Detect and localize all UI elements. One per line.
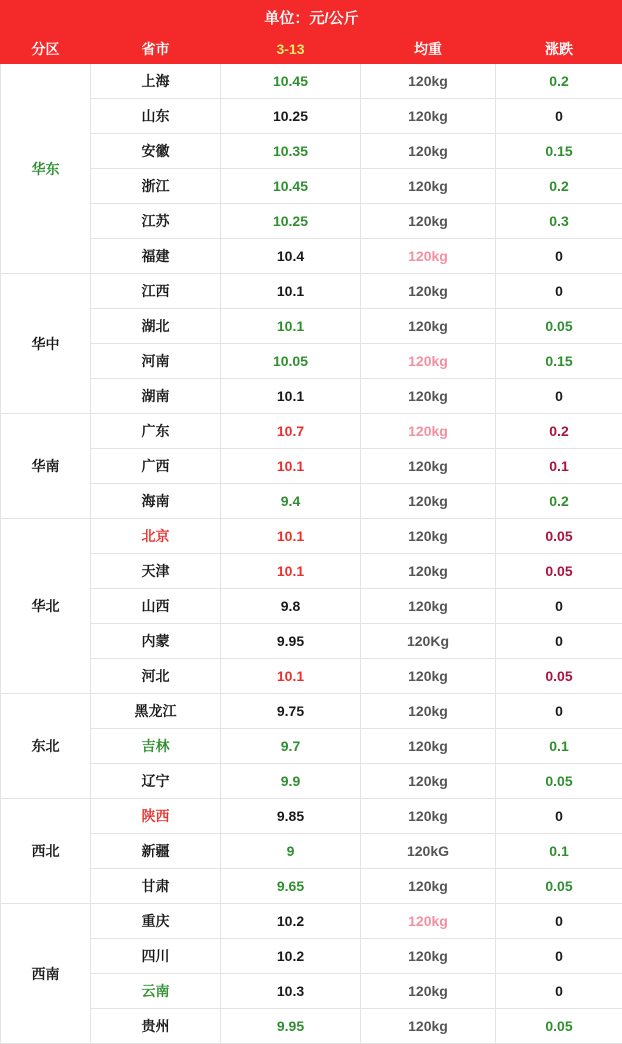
province-cell: 山西 (91, 589, 221, 624)
change-cell: 0.2 (496, 64, 622, 99)
table-row (1, 274, 622, 309)
table-row (1, 869, 622, 904)
price-cell: 9.95 (221, 624, 361, 659)
province-cell: 北京 (91, 519, 221, 554)
change-cell: 0 (496, 99, 622, 134)
price-cell: 9.7 (221, 729, 361, 764)
province-cell: 贵州 (91, 1009, 221, 1044)
table-row (1, 764, 622, 799)
avg-weight-cell: 120kg (361, 169, 496, 204)
price-cell: 10.25 (221, 204, 361, 239)
province-cell: 河南 (91, 344, 221, 379)
table-row (1, 834, 622, 869)
region-cell: 华东 (1, 64, 91, 274)
avg-weight-cell: 120kg (361, 974, 496, 1009)
province-cell: 江西 (91, 274, 221, 309)
change-cell: 0 (496, 939, 622, 974)
table-row (1, 694, 622, 729)
avg-weight-cell: 120Kg (361, 624, 496, 659)
province-cell: 天津 (91, 554, 221, 589)
price-cell: 10.7 (221, 414, 361, 449)
price-cell: 10.1 (221, 659, 361, 694)
table-header-row (1, 34, 622, 64)
province-cell: 上海 (91, 64, 221, 99)
table-row (1, 1009, 622, 1044)
table-row (1, 204, 622, 239)
avg-weight-cell: 120kg (361, 204, 496, 239)
province-cell: 内蒙 (91, 624, 221, 659)
price-cell: 9.4 (221, 484, 361, 519)
price-cell: 10.1 (221, 309, 361, 344)
avg-weight-cell: 120kg (361, 939, 496, 974)
region-cell: 东北 (1, 694, 91, 799)
change-cell: 0.05 (496, 869, 622, 904)
table-row (1, 449, 622, 484)
price-cell: 10.1 (221, 449, 361, 484)
price-cell: 9.85 (221, 799, 361, 834)
avg-weight-cell: 120kg (361, 764, 496, 799)
table-row (1, 519, 622, 554)
avg-weight-cell: 120kg (361, 64, 496, 99)
price-cell: 9.8 (221, 589, 361, 624)
change-cell: 0.05 (496, 554, 622, 589)
column-header-region: 分区 (1, 34, 91, 64)
change-cell: 0 (496, 624, 622, 659)
avg-weight-cell: 120kg (361, 519, 496, 554)
avg-weight-cell: 120kg (361, 484, 496, 519)
avg-weight-cell: 120kg (361, 729, 496, 764)
price-cell: 9.65 (221, 869, 361, 904)
price-cell: 10.45 (221, 64, 361, 99)
table-row (1, 309, 622, 344)
table-row (1, 169, 622, 204)
avg-weight-cell: 120kg (361, 1009, 496, 1044)
province-cell: 江苏 (91, 204, 221, 239)
avg-weight-cell: 120kg (361, 904, 496, 939)
avg-weight-cell: 120kg (361, 589, 496, 624)
province-cell: 广西 (91, 449, 221, 484)
province-cell: 广东 (91, 414, 221, 449)
price-cell: 10.1 (221, 554, 361, 589)
province-cell: 云南 (91, 974, 221, 1009)
avg-weight-cell: 120kg (361, 694, 496, 729)
avg-weight-cell: 120kG (361, 834, 496, 869)
column-header-change: 涨跌 (496, 34, 622, 64)
table-row (1, 379, 622, 414)
region-cell: 华中 (1, 274, 91, 414)
price-cell: 10.25 (221, 99, 361, 134)
change-cell: 0 (496, 239, 622, 274)
avg-weight-cell: 120kg (361, 344, 496, 379)
table-title: 单位：元/公斤 (1, 1, 622, 34)
table-row (1, 484, 622, 519)
province-cell: 福建 (91, 239, 221, 274)
change-cell: 0 (496, 694, 622, 729)
change-cell: 0.05 (496, 309, 622, 344)
table-row (1, 974, 622, 1009)
change-cell: 0.05 (496, 1009, 622, 1044)
table-title-row (1, 1, 622, 34)
table-row (1, 904, 622, 939)
change-cell: 0.2 (496, 414, 622, 449)
change-cell: 0 (496, 799, 622, 834)
avg-weight-cell: 120kg (361, 309, 496, 344)
price-cell: 10.2 (221, 904, 361, 939)
province-cell: 甘肃 (91, 869, 221, 904)
avg-weight-cell: 120kg (361, 869, 496, 904)
province-cell: 新疆 (91, 834, 221, 869)
column-header-date: 3-13 (221, 34, 361, 64)
table-row (1, 659, 622, 694)
province-cell: 湖北 (91, 309, 221, 344)
change-cell: 0.2 (496, 169, 622, 204)
table-row (1, 344, 622, 379)
change-cell: 0 (496, 274, 622, 309)
avg-weight-cell: 120kg (361, 799, 496, 834)
change-cell: 0.05 (496, 764, 622, 799)
avg-weight-cell: 120kg (361, 134, 496, 169)
avg-weight-cell: 120kg (361, 99, 496, 134)
avg-weight-cell: 120kg (361, 449, 496, 484)
province-cell: 黑龙江 (91, 694, 221, 729)
table-row (1, 799, 622, 834)
table-row (1, 99, 622, 134)
table-row (1, 239, 622, 274)
province-cell: 湖南 (91, 379, 221, 414)
price-cell: 10.2 (221, 939, 361, 974)
avg-weight-cell: 120kg (361, 554, 496, 589)
table-row (1, 939, 622, 974)
change-cell: 0.15 (496, 344, 622, 379)
price-cell: 10.1 (221, 274, 361, 309)
avg-weight-cell: 120kg (361, 239, 496, 274)
price-cell: 9.75 (221, 694, 361, 729)
region-cell: 西北 (1, 799, 91, 904)
change-cell: 0.2 (496, 484, 622, 519)
table-row (1, 624, 622, 659)
change-cell: 0 (496, 379, 622, 414)
table-row (1, 589, 622, 624)
price-cell: 10.3 (221, 974, 361, 1009)
change-cell: 0 (496, 589, 622, 624)
province-cell: 吉林 (91, 729, 221, 764)
avg-weight-cell: 120kg (361, 659, 496, 694)
table-row (1, 554, 622, 589)
region-cell: 华南 (1, 414, 91, 519)
change-cell: 0 (496, 904, 622, 939)
price-cell: 9.95 (221, 1009, 361, 1044)
province-cell: 重庆 (91, 904, 221, 939)
change-cell: 0.15 (496, 134, 622, 169)
region-cell: 西南 (1, 904, 91, 1044)
price-cell: 10.45 (221, 169, 361, 204)
province-cell: 辽宁 (91, 764, 221, 799)
table-row (1, 134, 622, 169)
province-cell: 陕西 (91, 799, 221, 834)
table-body (1, 1, 622, 1044)
change-cell: 0.05 (496, 519, 622, 554)
price-cell: 10.1 (221, 379, 361, 414)
price-cell: 10.05 (221, 344, 361, 379)
region-cell: 华北 (1, 519, 91, 694)
table-row (1, 729, 622, 764)
change-cell: 0 (496, 974, 622, 1009)
avg-weight-cell: 120kg (361, 274, 496, 309)
column-header-avg-weight: 均重 (361, 34, 496, 64)
province-cell: 山东 (91, 99, 221, 134)
change-cell: 0.3 (496, 204, 622, 239)
province-cell: 四川 (91, 939, 221, 974)
price-cell: 10.4 (221, 239, 361, 274)
price-cell: 9 (221, 834, 361, 869)
avg-weight-cell: 120kg (361, 379, 496, 414)
province-cell: 海南 (91, 484, 221, 519)
avg-weight-cell: 120kg (361, 414, 496, 449)
table-row (1, 414, 622, 449)
column-header-province: 省市 (91, 34, 221, 64)
change-cell: 0.1 (496, 729, 622, 764)
price-cell: 9.9 (221, 764, 361, 799)
province-cell: 河北 (91, 659, 221, 694)
price-cell: 10.35 (221, 134, 361, 169)
province-cell: 安徽 (91, 134, 221, 169)
province-cell: 浙江 (91, 169, 221, 204)
change-cell: 0.05 (496, 659, 622, 694)
change-cell: 0.1 (496, 834, 622, 869)
price-cell: 10.1 (221, 519, 361, 554)
table-row (1, 64, 622, 99)
change-cell: 0.1 (496, 449, 622, 484)
